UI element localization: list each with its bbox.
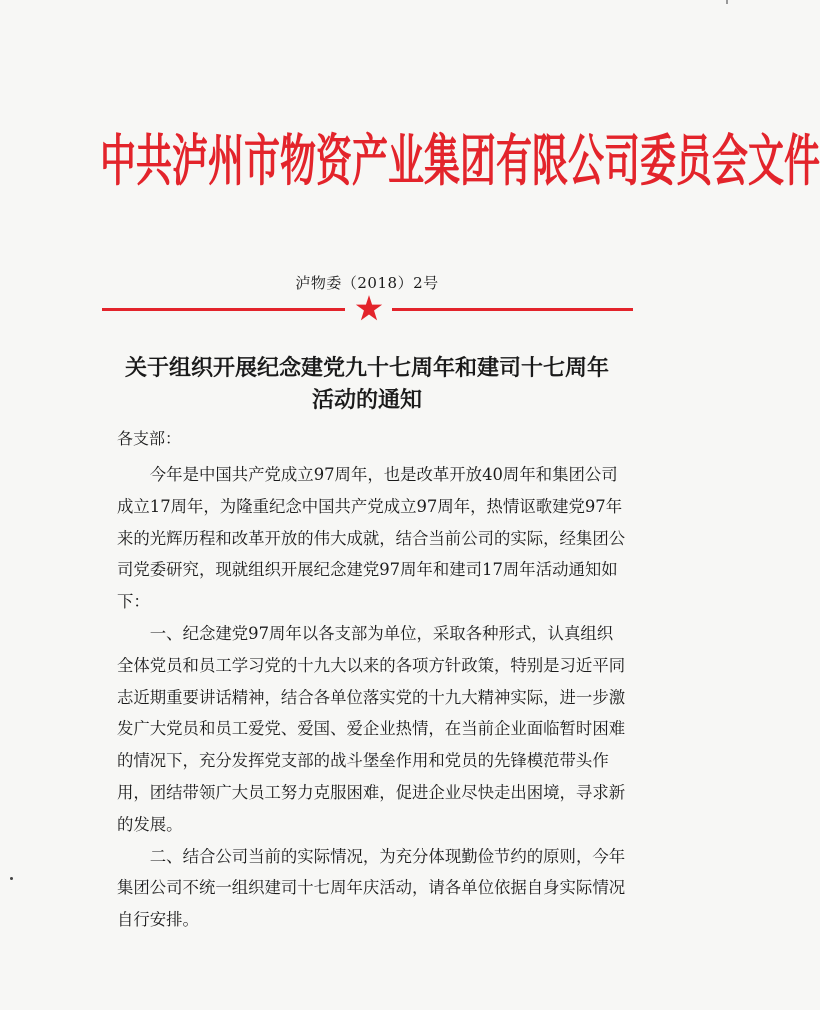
star-icon [355, 294, 383, 322]
document-subject [0, 352, 734, 416]
scan-corner-mark [726, 0, 728, 4]
body-paragraph-intro: 今年是中国共产党成立97周年，也是改革开放40周年和集团公司成立17周年，为隆重纪念中国共产党成立97周年，热情讴歌建党97年来的光辉历程和改革开放的伟大成就，结合当前公司的实际，经集团公司党委研究，现就组织开展纪念建党97周年和建司17周年活动通知如下： [117, 465, 626, 612]
document-body [117, 459, 627, 936]
red-divider-right [392, 308, 633, 311]
red-divider-left [102, 308, 345, 311]
subject-line-2: 活动的通知 [311, 387, 422, 413]
scan-speck [10, 877, 13, 880]
subject-line-1: 关于组织开展纪念建党九十七周年和建司十七周年 [124, 355, 609, 381]
body-paragraph-item-1: 一、纪念建党97周年以各支部为单位，采取各种形式，认真组织全体党员和员工学习党的十九大以来的各项方针政策，特别是习近平同志近期重要讲话精神，结合各单位落实党的十九大精神实际，进一步激发广大党员和员工爱党、爱国、爱企业热情，在当前企业面临暂时困难的情况下，充分发挥党支部的战斗堡垒作用和党员的先锋模范带头作用，团结带领广大员工努力克服困难，促进企业尽快走出困境，寻求新的发展。 [117, 623, 626, 834]
document-number: 泸物委（2018）2号 [295, 274, 439, 292]
document-header-title: 中共泸州市物资产业集团有限公司委员会文件 [100, 130, 820, 194]
addressee: 各支部： [117, 429, 182, 448]
body-paragraph-item-2: 二、结合公司当前的实际情况，为充分体现勤俭节约的原则，今年集团公司不统一组织建司十七周年庆活动，请各单位依据自身实际情况自行安排。 [117, 846, 626, 930]
